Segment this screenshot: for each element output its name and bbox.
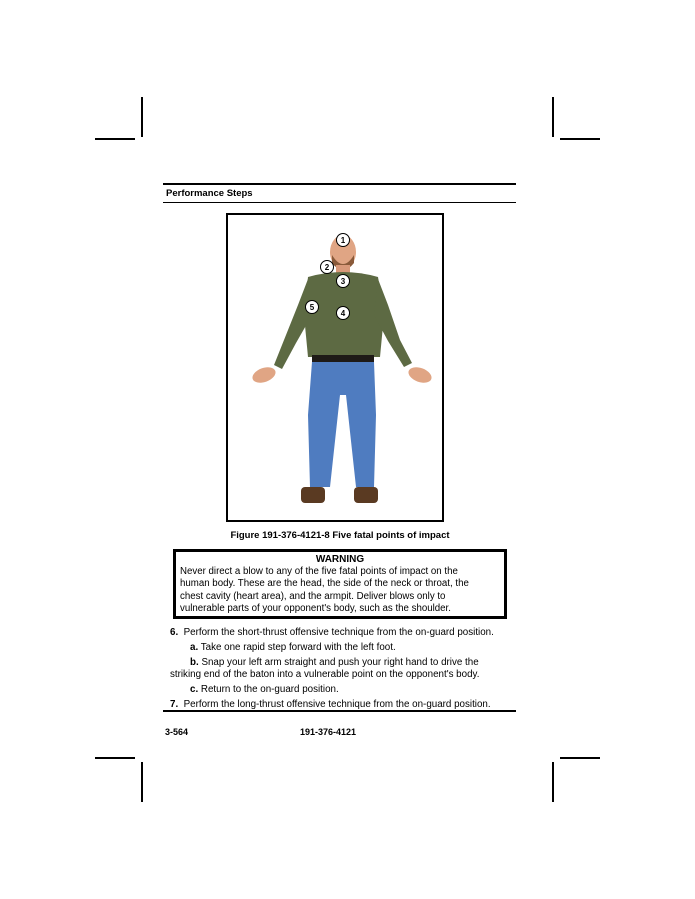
crop-mark [560,138,600,140]
svg-text:5: 5 [309,303,315,312]
substep-letter: b. [190,657,199,668]
substep-letter: c. [190,684,199,695]
section-title: Performance Steps [166,188,253,199]
belt [312,355,374,362]
header-rule-bottom [163,202,516,203]
left-sleeve [274,279,312,369]
warning-box [173,549,507,619]
svg-text:1: 1 [340,236,346,245]
step-text: Return to the on-guard position. [200,684,339,695]
impact-marker-2 [321,261,334,274]
step-text: Perform the short-thrust offensive technique from the on-guard position. [183,627,494,638]
step-number: 6. [170,627,179,638]
task-number: 191-376-4121 [300,727,357,737]
left-hand [250,364,277,385]
bottom-rule [163,710,516,712]
svg-text:2: 2 [324,263,330,272]
figure-caption: Figure 191-376-4121-8 Five fatal points of impact [230,530,450,541]
crop-mark [560,757,600,759]
impact-marker-1 [337,234,350,247]
step-text: Take one rapid step forward with the left foot. [200,642,396,653]
step-6b [190,657,479,669]
warning-title: WARNING [315,554,365,565]
crop-mark [141,762,143,802]
svg-text:3: 3 [340,277,346,286]
step-6c [190,684,339,696]
impact-marker-3 [337,275,350,288]
page-number: 3-564 [165,727,189,737]
step-text: striking end of the baton into a vulnerable point on the opponent's body. [170,669,480,680]
step-text: Snap your left arm straight and push your right hand to drive the [201,657,479,668]
step-6 [170,627,494,639]
right-boot [354,487,378,503]
right-hand [406,364,433,385]
step-text: Perform the long-thrust offensive technique from the on-guard position. [183,699,491,710]
impact-marker-5 [306,301,319,314]
step-6b-continued [170,669,479,681]
jeans [308,362,376,487]
left-boot [301,487,325,503]
crop-mark [95,757,135,759]
warning-line: human body. These are the head, the side of the neck or throat, the [180,578,469,590]
impact-marker-4 [337,307,350,320]
crop-mark [141,97,143,137]
crop-mark [552,97,554,137]
warning-line: chest cavity (heart area), and the armpit. Deliver blows only to [180,590,446,602]
figure-illustration [228,215,442,520]
figure-frame [226,213,444,522]
warning-line: Never direct a blow to any of the five fatal points of impact on the [180,566,458,577]
svg-text:4: 4 [340,309,346,318]
substep-letter: a. [190,642,199,653]
step-6a [190,642,396,654]
crop-mark [95,138,135,140]
warning-line: vulnerable parts of your opponent's body, such as the shoulder. [180,602,451,614]
crop-mark [552,762,554,802]
step-number: 7. [170,699,179,710]
header-rule-top [163,183,516,185]
